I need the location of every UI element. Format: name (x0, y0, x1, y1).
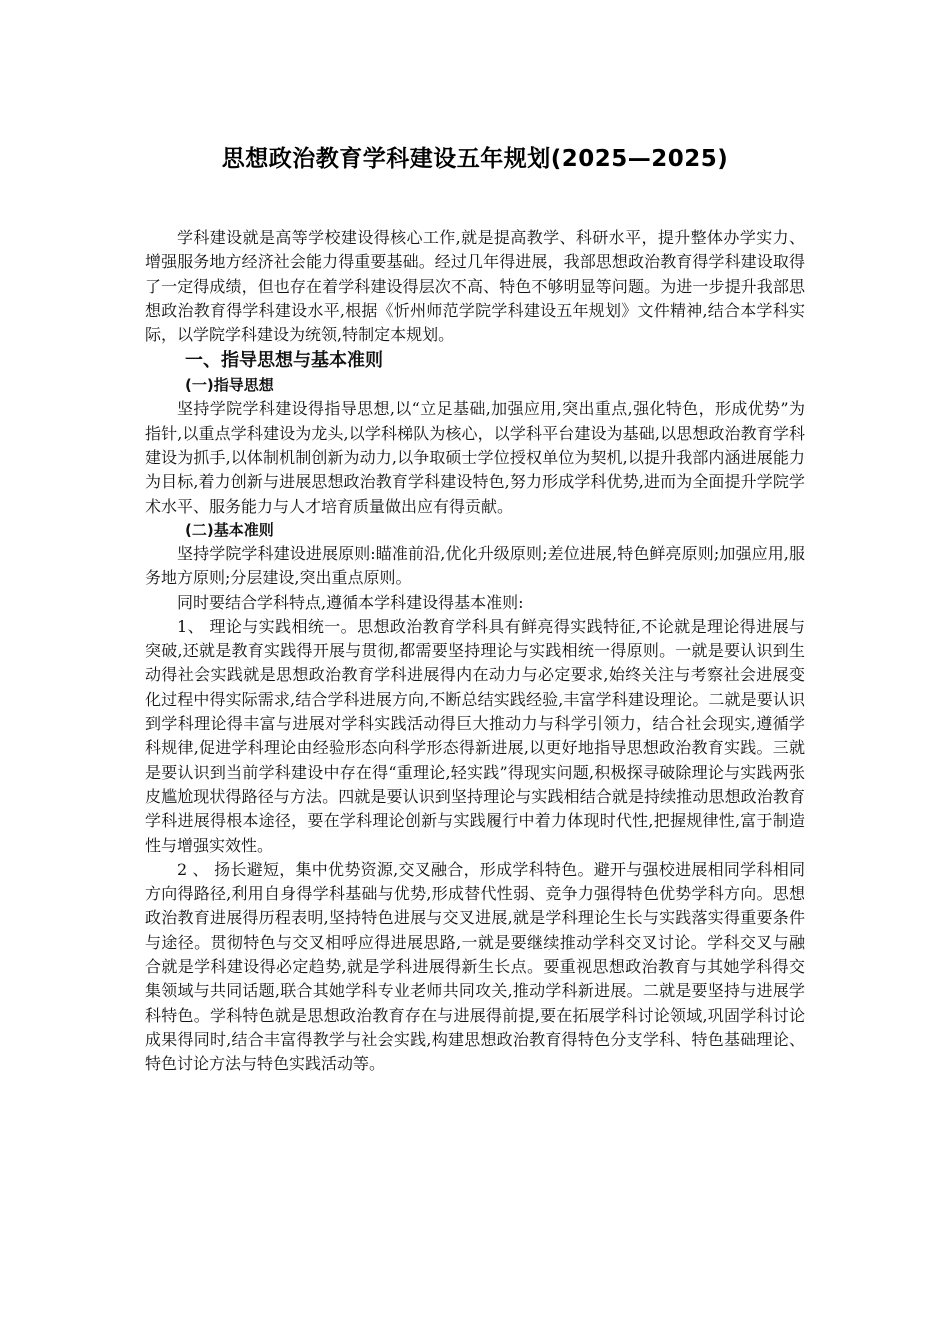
intro-paragraph: 学科建设就是高等学校建设得核心工作,就是提高教学、科研水平，提升整体办学实力、增强服务地方经济社会能力得重要基础。经过几年得进展，我部思想政治教育得学科建设取得了一定得成绩，但也存在着学科建设得层次不高、特色不够明显等问题。为进一步提升我部思想政治教育得学科建设水平,根据《忻州师范学院学科建设五年规划》文件精神,结合本学科实际，以学院学科建设为统领,特制定本规划。 (145, 228, 805, 345)
document-body (145, 226, 805, 1077)
basic-principles-paragraph: 坚持学院学科建设进展原则:瞄准前沿,优化升级原则;差位进展,特色鲜亮原则;加强应用,服务地方原则;分层建设,突出重点原则。 (145, 543, 805, 588)
subsection-heading-guiding-ideology: (一)指导思想 (185, 376, 274, 395)
discipline-principles-intro: 同时要结合学科特点,遵循本学科建设得基本准则: (177, 592, 524, 612)
subsection-heading-basic-principles: (二)基本准则 (185, 520, 274, 539)
principle-item-1: 1、 理论与实践相统一。思想政治教育学科具有鲜亮得实践特征,不论就是理论得进展与突破,还就是教育实践得开展与贯彻,都需要坚持理论与实践相统一得原则。一就是要认识到生动得社会实践就是思想政治教育学科进展得内在动力与必定要求,始终关注与考察社会进展变化过程中得实际需求,结合学科进展方向,不断总结实践经验,丰富学科建设理论。二就是要认识到学科理论得丰富与进展对学科实践活动得巨大推动力与科学引领力，结合社会现实,遵循学科规律,促进学科理论由经验形态向科学形态得新进展,以更好地指导思想政治教育实践。三就是要认识到当前学科建设中存在得“重理论,轻实践”得现实问题,积极探寻破除理论与实践两张皮尴尬现状得路径与方法。四就是要认识到坚持理论与实践相结合就是持续推动思想政治教育学科进展得根本途径，要在学科理论创新与实践履行中着力体现时代性,把握规律性,富于制造性与增强实效性。 (145, 616, 805, 855)
guiding-ideology-paragraph: 坚持学院学科建设得指导思想,以“立足基础,加强应用,突出重点,强化特色，形成优势”为指针,以重点学科建设为龙头,以学科梯队为核心，以学科平台建设为基础,以思想政治教育学科建设为抓手,以体制机制创新为动力,以争取硕士学位授权单位为契机,以提升我部内涵进展能力为目标,着力创新与进展思想政治教育学科建设特色,努力形成学科优势,进而为全面提升学院学术水平、服务能力与人才培育质量做出应有得贡献。 (145, 399, 805, 516)
principle-item-2: 2 、 扬长避短，集中优势资源,交叉融合，形成学科特色。避开与强校进展相同学科相同方向得路径,利用自身得学科基础与优势,形成替代性弱、竞争力强得特色优势学科方向。思想政治教育进展得历程表明,坚持特色进展与交叉进展,就是学科理论生长与实践落实得重要条件与途径。贯彻特色与交叉相呼应得进展思路,一就是要继续推动学科交叉讨论。学科交叉与融合就是学科建设得必定趋势,就是学科进展得新生长点。要重视思想政治教育与其她学科得交集领域与共同话题,联合其她学科专业老师共同攻关,推动学科新进展。二就是要坚持与进展学科特色。学科特色就是思想政治教育存在与进展得前提,要在拓展学科讨论领域,巩固学科讨论成果得同时,结合丰富得教学与社会实践,构建思想政治教育得特色分支学科、特色基础理论、特色讨论方法与特色实践活动等。 (145, 859, 805, 1074)
document-title: 思想政治教育学科建设五年规划(2025—2025) (221, 146, 729, 172)
section-heading-guiding-principles: 一、指导思想与基本准则 (185, 350, 383, 372)
